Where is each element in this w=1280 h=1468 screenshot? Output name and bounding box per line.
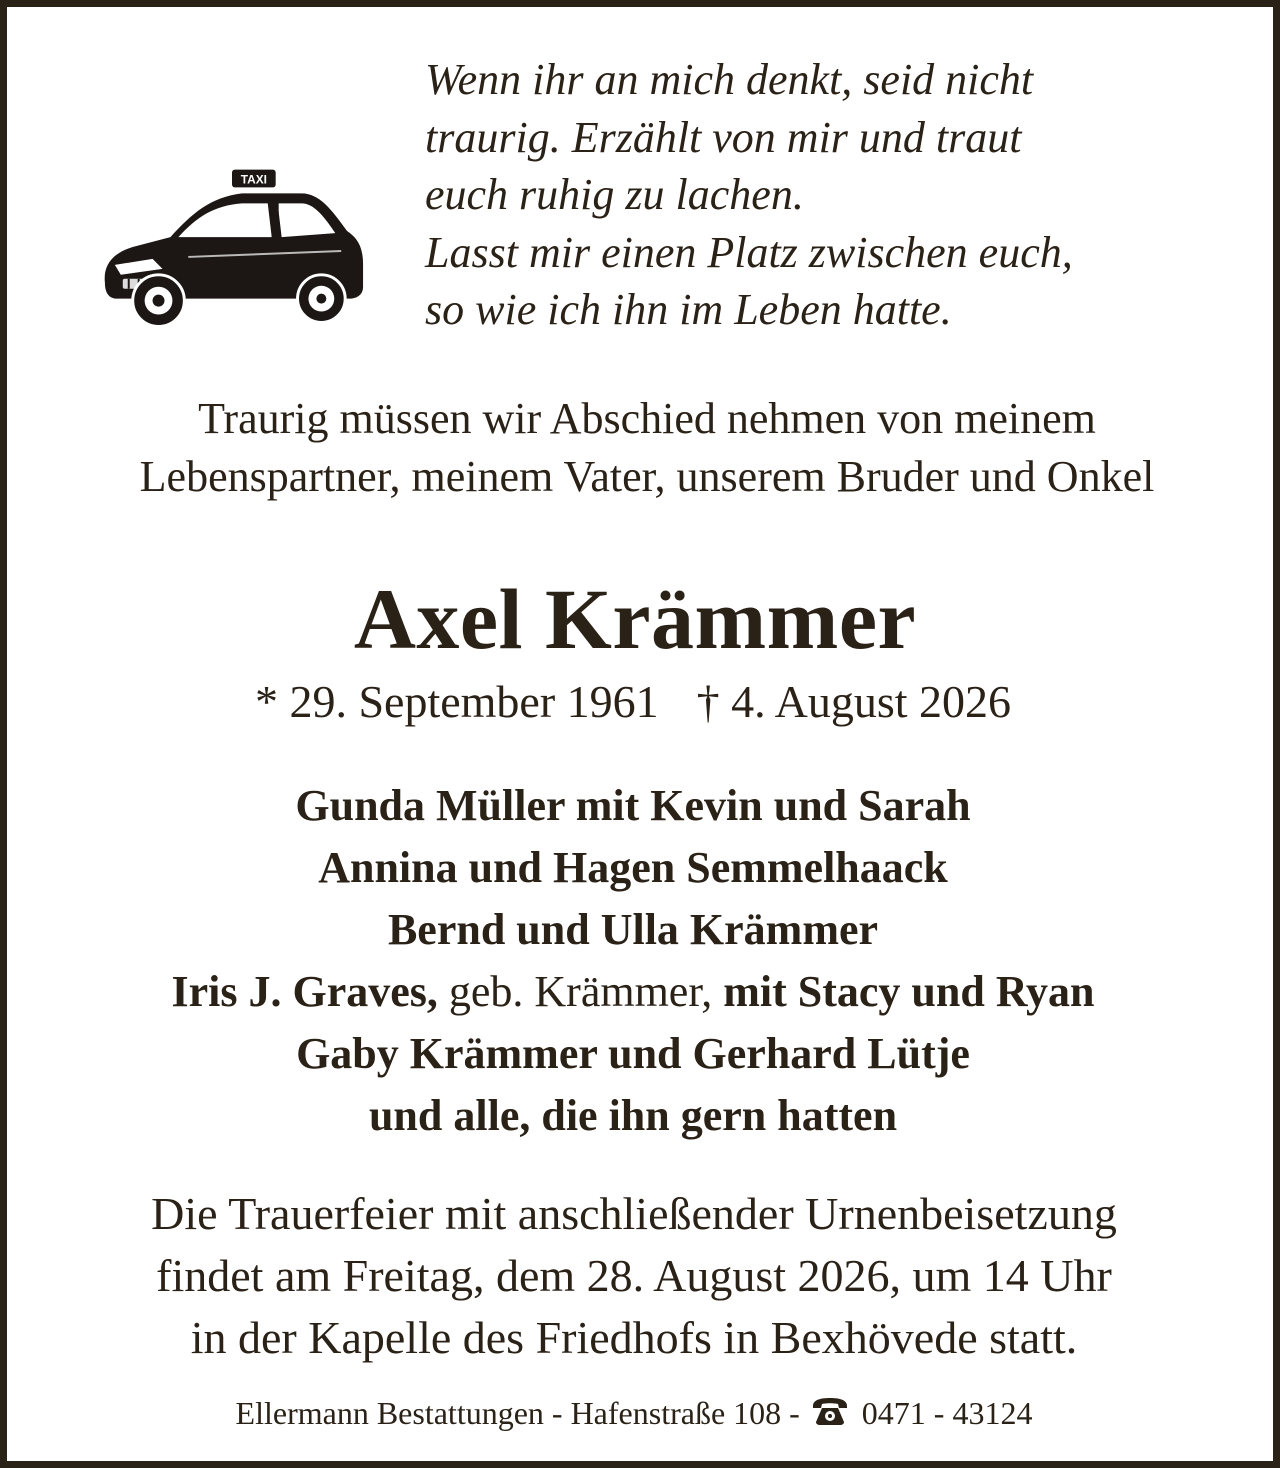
funeral-home-address: Ellermann Bestattungen - Hafenstraße 108 -: [235, 1395, 800, 1431]
life-dates: [7, 672, 1259, 732]
mourner-line: Annina und Hagen Semmelhaack: [318, 843, 948, 892]
poem-quote: [425, 51, 1225, 339]
poem-line: euch ruhig zu lachen.: [425, 170, 804, 219]
intro-line: Traurig müssen wir Abschied nehmen von meinem: [198, 394, 1096, 443]
ceremony-info: [7, 1183, 1261, 1369]
deceased-name: Axel Krämmer: [353, 571, 917, 667]
mourner-family: mit Stacy und Ryan: [723, 967, 1095, 1016]
mourner-name: Iris J. Graves,: [171, 967, 438, 1016]
mourner-line: Gunda Müller mit Kevin und Sarah: [295, 781, 971, 830]
ceremony-line: in der Kapelle des Friedhofs in Bexhövede statt.: [190, 1312, 1078, 1363]
birth-date: * 29. September 1961: [254, 676, 659, 727]
mourner-line: [7, 961, 1259, 1023]
phone-number: 0471 - 43124: [861, 1395, 1033, 1431]
poem-line: traurig. Erzählt von mir und traut: [425, 112, 1022, 162]
ceremony-line: Die Trauerfeier mit anschließender Urnenbeisetzung: [151, 1188, 1117, 1239]
poem-line: so wie ich ihn im Leben hatte.: [425, 285, 952, 334]
intro-line: Lebenspartner, meinem Vater, unserem Bruder und Onkel: [139, 452, 1155, 501]
mourner-line: Bernd und Ulla Krämmer: [387, 905, 879, 954]
poem-line: Wenn ihr an mich denkt, seid nicht: [425, 55, 1034, 104]
mourner-line: Gaby Krämmer und Gerhard Lütje: [296, 1029, 970, 1078]
mourners-list: [7, 775, 1259, 1147]
poem-line: Lasst mir einen Platz zwischen euch,: [425, 227, 1073, 277]
mourner-maiden-name: geb. Krämmer,: [437, 967, 724, 1016]
ceremony-line: findet am Freitag, dem 28. August 2026, um 14 Uhr: [156, 1250, 1112, 1301]
taxi-sign-text: TAXI: [240, 172, 267, 187]
taxi-car-icon: [93, 153, 371, 343]
telephone-icon: [810, 1396, 850, 1426]
death-date: † 4. August 2026: [696, 676, 1012, 727]
intro-text: [7, 390, 1280, 506]
mourner-line: und alle, die ihn gern hatten: [368, 1091, 898, 1140]
funeral-home-footer: [7, 1393, 1261, 1433]
